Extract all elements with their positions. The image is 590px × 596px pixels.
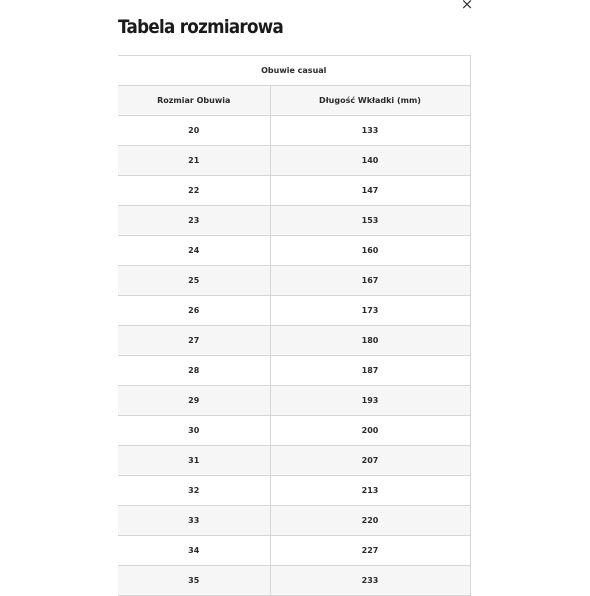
shoe-size-cell: 22 bbox=[118, 176, 270, 206]
insole-length-cell: 180 bbox=[270, 326, 470, 356]
insole-length-cell: 200 bbox=[270, 416, 470, 446]
size-table bbox=[118, 55, 471, 596]
table-row bbox=[118, 326, 470, 356]
table-row bbox=[118, 476, 470, 506]
shoe-size-cell: 31 bbox=[118, 446, 270, 476]
column-header-shoe-size: Rozmiar Obuwia bbox=[118, 86, 270, 116]
shoe-size-cell: 24 bbox=[118, 236, 270, 266]
shoe-size-cell: 33 bbox=[118, 506, 270, 536]
table-body bbox=[118, 116, 470, 596]
column-header-insole-length: Długość Wkładki (mm) bbox=[270, 86, 470, 116]
insole-length-cell: 153 bbox=[270, 206, 470, 236]
table-row bbox=[118, 416, 470, 446]
table-row bbox=[118, 206, 470, 236]
insole-length-cell: 213 bbox=[270, 476, 470, 506]
table-row bbox=[118, 236, 470, 266]
table-caption: Obuwie casual bbox=[118, 56, 470, 86]
insole-length-cell: 167 bbox=[270, 266, 470, 296]
shoe-size-cell: 27 bbox=[118, 326, 270, 356]
shoe-size-cell: 35 bbox=[118, 566, 270, 596]
insole-length-cell: 133 bbox=[270, 116, 470, 146]
table-row bbox=[118, 266, 470, 296]
table-row bbox=[118, 356, 470, 386]
table-row bbox=[118, 176, 470, 206]
shoe-size-cell: 34 bbox=[118, 536, 270, 566]
insole-length-cell: 193 bbox=[270, 386, 470, 416]
table-row bbox=[118, 506, 470, 536]
shoe-size-cell: 25 bbox=[118, 266, 270, 296]
shoe-size-cell: 23 bbox=[118, 206, 270, 236]
table-row bbox=[118, 386, 470, 416]
table-row bbox=[118, 116, 470, 146]
table-row bbox=[118, 446, 470, 476]
insole-length-cell: 147 bbox=[270, 176, 470, 206]
insole-length-cell: 187 bbox=[270, 356, 470, 386]
insole-length-cell: 227 bbox=[270, 536, 470, 566]
shoe-size-cell: 28 bbox=[118, 356, 270, 386]
shoe-size-cell: 32 bbox=[118, 476, 270, 506]
shoe-size-cell: 26 bbox=[118, 296, 270, 326]
table-row bbox=[118, 296, 470, 326]
insole-length-cell: 220 bbox=[270, 506, 470, 536]
shoe-size-cell: 29 bbox=[118, 386, 270, 416]
table-row bbox=[118, 566, 470, 596]
insole-length-cell: 140 bbox=[270, 146, 470, 176]
table-row bbox=[118, 146, 470, 176]
insole-length-cell: 207 bbox=[270, 446, 470, 476]
shoe-size-cell: 20 bbox=[118, 116, 270, 146]
shoe-size-cell: 21 bbox=[118, 146, 270, 176]
table-header-row bbox=[118, 86, 470, 116]
shoe-size-cell: 30 bbox=[118, 416, 270, 446]
insole-length-cell: 233 bbox=[270, 566, 470, 596]
insole-length-cell: 173 bbox=[270, 296, 470, 326]
table-caption-row bbox=[118, 56, 470, 86]
table-row bbox=[118, 536, 470, 566]
dialog-title: Tabela rozmiarowa bbox=[118, 16, 284, 38]
close-icon[interactable]: × bbox=[460, 0, 474, 13]
insole-length-cell: 160 bbox=[270, 236, 470, 266]
